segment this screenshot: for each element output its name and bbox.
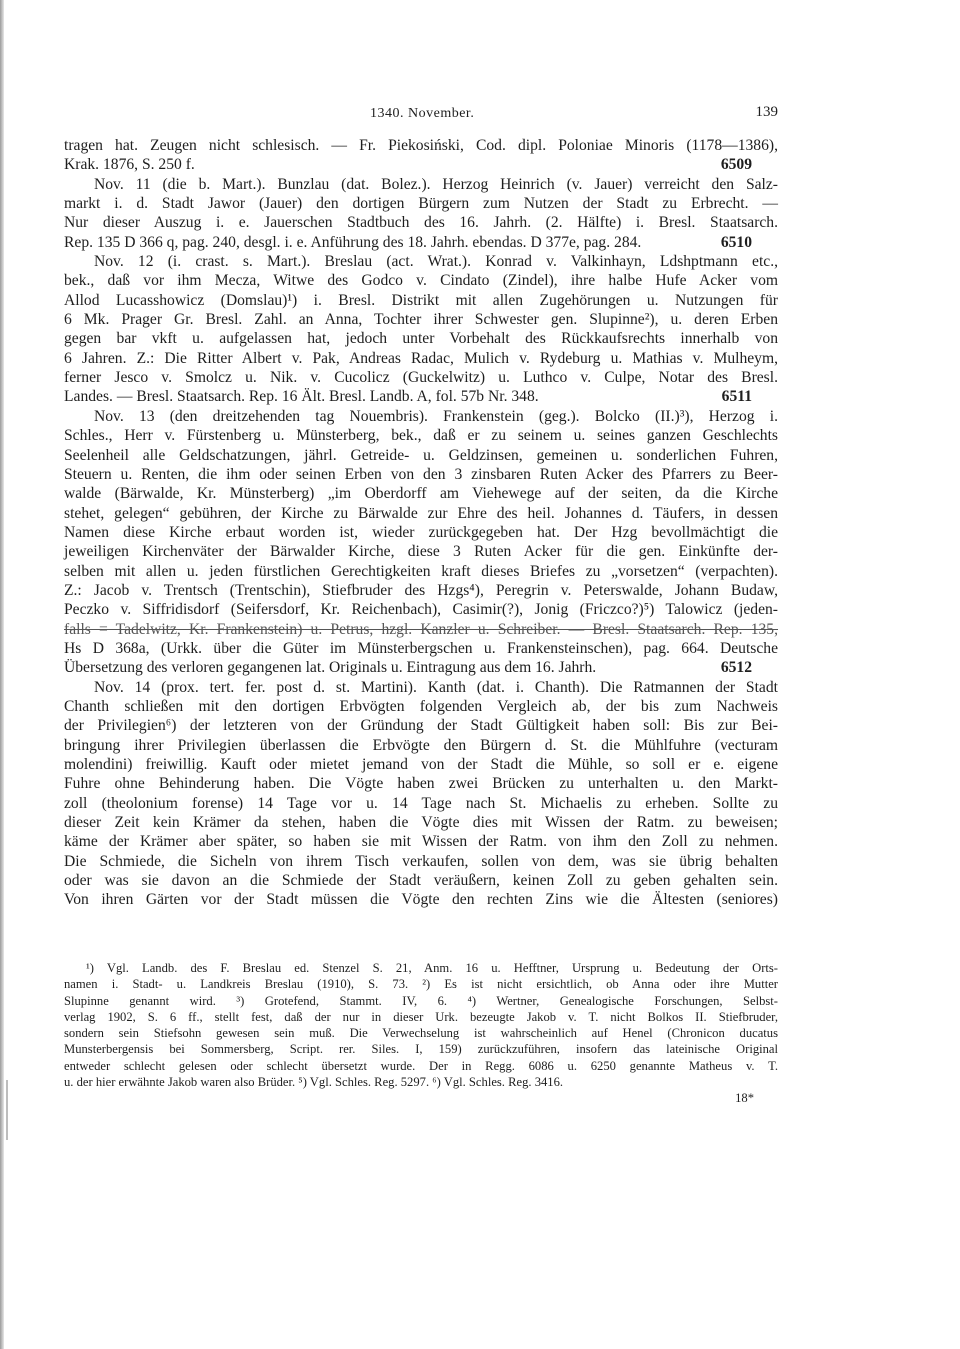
text-line — [64, 639, 778, 658]
text-line-with-entry-number — [64, 387, 778, 406]
line-text: Nur dieser Auszug i. e. Jauerschen Stadtbuch des 16. Jahrh. (2. Hälfte) i. Bresl. Staatsarch. — [64, 214, 778, 232]
line-text: markt i. d. Stadt Jawor (Jauer) den dortigen Bürgern zum Nutzen der Stadt zu Erbrecht. — — [64, 195, 778, 213]
line-text: Schles., Herr v. Fürstenberg u. Münsterberg, bek., daß er zu seinem u. seines ganzen Geschlechts — [64, 427, 778, 445]
text-line — [64, 329, 778, 348]
signature-mark: 18* — [735, 1091, 754, 1106]
text-line — [64, 581, 778, 600]
text-line — [64, 852, 778, 871]
text-line — [64, 175, 778, 194]
text-line — [64, 716, 778, 735]
entry-number: 6510 — [720, 233, 752, 251]
line-text: selben mit allen u. jeden fürstlichen Gerechtigkeiten kraft dieses Briefes zu „vorsetzen“ (verpachten). — [64, 562, 778, 580]
text-line — [64, 446, 778, 465]
line-text: Rep. 135 D 366 q, pag. 240, desgl. i. e. Anführung des 18. Jahrh. ebendas. D 377e, pag. 284. — [64, 233, 642, 251]
text-line — [64, 426, 778, 445]
line-text: der Privilegien⁶) der letzteren von der Gründung der Stadt Gültigkeit haben soll: Bis zur Bei- — [64, 717, 778, 735]
footnote-line: ¹) Vgl. Landb. des F. Breslau ed. Stenzel S. 21, Anm. 16 u. Hefftner, Ursprung u. Bedeutung der Orts- — [86, 961, 778, 975]
text-line — [64, 136, 778, 155]
entry-number: 6509 — [720, 156, 752, 174]
line-text: jeweiligen Kirchenväter der Bärwalder Kirche, diese 3 Ruten Acker für die gen. Einkünfte der- — [64, 543, 778, 561]
line-text: Z.: Jacob v. Trentsch (Trentschin), Stiefbruder des Hzgs⁴), Peregrin v. Peterswalde, Johann Budaw, — [64, 581, 778, 599]
line-text: Seelenheil alle Geldschatzungen, jährl. Getreide- u. Geldzinsen, gemeinen u. sonderlichen Fuhren, — [64, 446, 778, 464]
main-text — [64, 136, 778, 910]
footnote-line: Slupinne genannt wird. ³) Grotefend, Stammt. IV, 6. ⁴) Wertner, Genealogische Forschungen, Selbst- — [64, 993, 778, 1008]
line-text: Nov. 13 (den dreitzehenden tag Nouembris). Frankenstein (geg.). Bolcko (II.)³), Herzog i. — [94, 407, 778, 425]
text-line — [64, 213, 778, 232]
footnote-line: Munsterbergensis bei Sommersberg, Script. rer. Siles. I, 159) zurückzuführen, insofern das lateinische Original — [64, 1042, 778, 1057]
text-line — [64, 291, 778, 310]
text-line — [64, 755, 778, 774]
page-header — [64, 104, 778, 130]
line-text: Nov. 14 (prox. tert. fer. post d. st. Martini). Kanth (dat. i. Chanth). Die Ratmannen der Stadt — [94, 678, 778, 696]
footnote-line: namen i. Stadt- u. Landkreis Breslau (1910), S. 73. ²) Es ist nicht ersichtlich, ob Anna oder ihre Mutter — [64, 977, 778, 992]
footnote-line: u. der hier erwähnte Jakob waren also Brüder. ⁵) Vgl. Schles. Reg. 5297. ⁶) Vgl. Schles. Reg. 3416. — [64, 1075, 564, 1090]
line-text: zoll (theolonium forense) 14 Tage vor u. 14 Tage nach St. Michaelis zu erheben. Sollte zu — [64, 794, 778, 812]
text-line — [64, 620, 778, 639]
text-line — [64, 832, 778, 851]
line-text: Die Schmiede, die Sicheln von ihrem Tisch verkaufen, sollen von dem, was sie übrig behalten — [64, 852, 778, 870]
line-text: Übersetzung des verloren gegangenen lat. Originals u. Eintragung aus dem 16. Jahrh. — [64, 659, 597, 677]
text-line — [64, 310, 778, 329]
text-line — [64, 678, 778, 697]
text-line — [64, 871, 778, 890]
line-text: Fuhre ohne Behinderung haben. Die Vögte haben zwei Brücken zu unterhalten u. den Markt- — [64, 775, 778, 793]
text-line — [64, 504, 778, 523]
text-line — [64, 368, 778, 387]
line-text: gegen bar vkft u. aufgelassen hat, jedoch unter Vorbehalt des Rückkaufsrechts innerhalb von — [64, 330, 778, 348]
line-text: Nov. 11 (die b. Mart.). Bunzlau (dat. Bolez.). Herzog Heinrich (v. Jauer) verreicht den Salz- — [94, 175, 778, 193]
line-text: 6 Jahren. Z.: Die Ritter Albert v. Pak, Andreas Radac, Mulich v. Rydeburg u. Mathias v. Mulheym, — [64, 349, 778, 367]
text-line — [64, 600, 778, 619]
line-text: Hs D 368a, (Urkk. über die Güter im Münsterbergschen u. Frankensteinschen), pag. 664. Deutsche — [64, 639, 778, 657]
text-line-with-entry-number — [64, 155, 778, 174]
footnote-line: verlag 1902, S. 6 ff., stellt fest, daß der nur in dieser Urk. bezeugte Jakob v. T. nicht Bolkos II. Stiefbruder, — [64, 1009, 778, 1024]
running-title: 1340. November. — [370, 106, 475, 121]
line-text: Namen diese Kirche erbaut worden ist, wieder zurückgegeben hat. Der Hzg bevollmächtigt die — [64, 523, 778, 541]
line-text: bek., daß vor ihm Mecza, Witwe des Godco v. Cindato (Zindel), ihre halbe Hufe Acker vom — [64, 272, 778, 290]
line-text: oder was sie davon an die Schmiede der Stadt veräußern, keinen Zoll zu geben gehalten sein. — [64, 872, 778, 890]
text-line — [64, 697, 778, 716]
line-text: ferner Jesco v. Smolcz u. Nik. v. Cucolicz (Guckelwitz) u. Luthco v. Culpe, Notar des Bresl. — [64, 369, 778, 387]
text-line — [64, 523, 778, 542]
page-number: 139 — [755, 104, 778, 120]
footnotes — [64, 960, 778, 1107]
text-line-with-entry-number — [64, 233, 778, 252]
line-text: molendini) freiwillig. Kauft oder mietet jemand von der Stadt die Mühle, so soll er e. eigene — [64, 756, 778, 773]
text-line — [64, 349, 778, 368]
text-line — [64, 794, 778, 813]
line-text: käme der Krämer aber später, so haben sie mit Wissen der Ratm. von ihm den Zoll zu nehmen. — [64, 833, 778, 851]
entry-number: 6511 — [721, 388, 752, 406]
line-text: walde (Bärwalde, Kr. Münsterberg) „im Oberdorff am Viehewege auf der seiten, da die Kirche — [64, 485, 778, 503]
text-line — [64, 484, 778, 503]
text-line — [64, 194, 778, 213]
line-text: Allod Lucasshowicz (Domslau)¹) i. Bresl. Distrikt mit allen Zugehörungen u. Nutzungen für — [64, 291, 778, 309]
text-line — [64, 813, 778, 832]
scan-edge-shadow — [0, 0, 4, 1349]
line-text: Peczko v. Siffridisdorf (Seifersdorf, Kr. Reichenbach), Casimir(?), Jonig (Friczco?)⁵) Talowicz (jeden- — [64, 601, 778, 619]
line-text: Chanth schließen mit den dortigen Erbvögten folgenden Vergleich ab, der bis zum Nachweis — [64, 697, 778, 715]
line-text: bringung ihrer Privilegien überlassen die Erbvögte den Bürgern d. St. die Mühlfuhre (vecturam — [64, 736, 778, 754]
text-line — [64, 774, 778, 793]
text-line — [64, 407, 778, 426]
line-text: dieser Zeit kein Krämer da stehen, haben die Vögte dies mit Wissen der Ratm. zu beweisen; — [64, 814, 778, 832]
footnote-line: sondern sein Stiefsohn gewesen sein muß. Die Verwechselung ist wahrscheinlich auf Henel (Chronicon ducatus — [64, 1026, 778, 1041]
text-line — [64, 252, 778, 271]
text-line-with-entry-number — [64, 658, 778, 677]
text-line — [64, 736, 778, 755]
line-text: Von ihren Gärten vor der Stadt müssen die Vögte den rechten Zins wie die Ältesten (seniores) — [64, 891, 778, 909]
line-text: Landes. — Bresl. Staatsarch. Rep. 16 Ält. Bresl. Landb. A, fol. 57b Nr. 348. — [64, 388, 539, 406]
line-text: 6 Mk. Prager Gr. Bresl. Zahl. an Anna, Tochter ihrer Schwester gen. Slupinne²), u. deren Erben — [64, 311, 778, 329]
text-line — [64, 890, 778, 909]
scan-edge-mark — [6, 1080, 8, 1140]
line-text: stehet, gelegen“ gebühren, der Kirche zu Bärwalde zur Ehre des heil. Johannes d. Täufers, in dessen — [64, 504, 778, 522]
line-text: tragen hat. Zeugen nicht schlesisch. — Fr. Piekosiński, Cod. dipl. Poloniae Minoris (1178—1386), — [64, 137, 778, 154]
text-line — [64, 542, 778, 561]
footnote-line: entweder schlecht gelesen oder schlecht übersetzt wurde. Der in Regg. 6086 u. 6250 genannte Matheus v. T. — [64, 1058, 778, 1073]
text-line — [64, 465, 778, 484]
text-line — [64, 562, 778, 581]
entry-number: 6512 — [720, 659, 752, 677]
text-line — [64, 271, 778, 290]
line-text: Steuern u. Renten, die ihm oder seinen Erben von den 3 zinsbaren Ruten Acker des Pfarrers zu Beer- — [64, 465, 778, 483]
line-text: Nov. 12 (i. crast. s. Mart.). Breslau (act. Wrat.). Konrad v. Valkinhayn, Ldshptmann etc., — [94, 253, 778, 271]
line-text: Krak. 1876, S. 250 f. — [64, 156, 195, 174]
line-text: falls = Tadelwitz, Kr. Frankenstein) u. Petrus, hzgl. Kanzler u. Schreiber. — Bresl. Staatsarch. Rep. 135, — [64, 620, 778, 638]
